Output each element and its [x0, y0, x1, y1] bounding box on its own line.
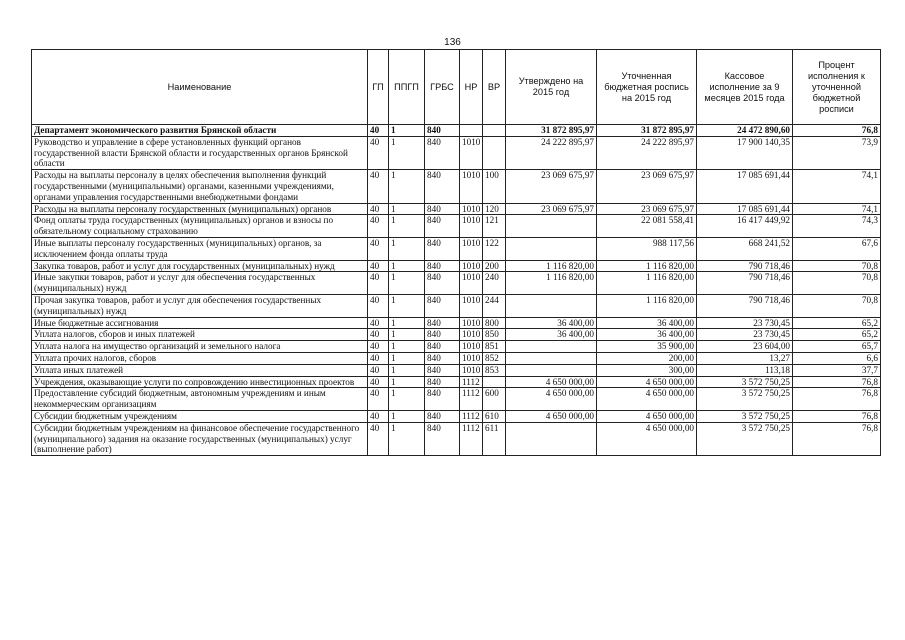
cell-cash: 23 730,45 [697, 329, 793, 341]
cell-revised: 988 117,56 [597, 237, 697, 260]
cell-cash: 3 572 750,25 [697, 388, 793, 411]
cell-ppgp: 1 [389, 376, 425, 388]
cell-cash: 16 417 449,92 [697, 215, 793, 238]
cell-cash: 17 085 691,44 [697, 203, 793, 215]
cell-revised: 300,00 [597, 364, 697, 376]
cell-name: Иные бюджетные ассигнования [32, 317, 368, 329]
cell-revised: 22 081 558,41 [597, 215, 697, 238]
cell-grbs: 840 [425, 410, 460, 422]
cell-ppgp: 1 [389, 317, 425, 329]
cell-vr: 853 [483, 364, 506, 376]
cell-approved [506, 352, 597, 364]
cell-gp: 40 [368, 364, 389, 376]
cell-ppgp: 1 [389, 294, 425, 317]
cell-approved: 36 400,00 [506, 317, 597, 329]
cell-np [460, 125, 483, 137]
cell-name: Прочая закупка товаров, работ и услуг для обеспечения государственных (муниципальных) нужд [32, 294, 368, 317]
cell-gp: 40 [368, 341, 389, 353]
cell-ppgp: 1 [389, 329, 425, 341]
cell-revised: 4 650 000,00 [597, 388, 697, 411]
cell-revised: 4 650 000,00 [597, 410, 697, 422]
header-gp: ГП [368, 50, 389, 125]
cell-ppgp: 1 [389, 364, 425, 376]
cell-gp: 40 [368, 352, 389, 364]
cell-vr [483, 376, 506, 388]
cell-approved: 31 872 895,97 [506, 125, 597, 137]
cell-vr [483, 136, 506, 169]
cell-approved: 4 650 000,00 [506, 388, 597, 411]
table-row [32, 294, 881, 317]
cell-name: Иные закупки товаров, работ и услуг для обеспечения государственных (муниципальных) нужд [32, 272, 368, 295]
cell-grbs: 840 [425, 136, 460, 169]
cell-gp: 40 [368, 170, 389, 203]
cell-revised: 4 650 000,00 [597, 422, 697, 455]
cell-cash: 13,27 [697, 352, 793, 364]
cell-revised: 24 222 895,97 [597, 136, 697, 169]
table-row [32, 376, 881, 388]
cell-name: Субсидии бюджетным учреждениям на финансовое обеспечение государственного (муниципального) задания на оказание государственных (муниципальных) услуг (выполнение работ) [32, 422, 368, 455]
cell-grbs: 840 [425, 388, 460, 411]
cell-percent: 37,7 [793, 364, 881, 376]
cell-gp: 40 [368, 125, 389, 137]
header-percent: Процент исполнения к уточненной бюджетной росписи [793, 50, 881, 125]
table-row [32, 125, 881, 137]
cell-cash: 790 718,46 [697, 272, 793, 295]
cell-approved: 23 069 675,97 [506, 203, 597, 215]
table-row [32, 237, 881, 260]
cell-cash: 17 085 691,44 [697, 170, 793, 203]
cell-percent: 67,6 [793, 237, 881, 260]
cell-grbs: 840 [425, 237, 460, 260]
cell-gp: 40 [368, 237, 389, 260]
cell-np: 1010 [460, 260, 483, 272]
cell-ppgp: 1 [389, 272, 425, 295]
cell-grbs: 840 [425, 364, 460, 376]
cell-revised: 35 900,00 [597, 341, 697, 353]
cell-approved: 1 116 820,00 [506, 272, 597, 295]
table-row [32, 364, 881, 376]
cell-revised: 200,00 [597, 352, 697, 364]
page-number: 136 [444, 37, 461, 48]
table-row [32, 341, 881, 353]
cell-approved [506, 237, 597, 260]
cell-np: 1010 [460, 272, 483, 295]
table-row [32, 272, 881, 295]
cell-grbs: 840 [425, 215, 460, 238]
cell-percent: 70,8 [793, 260, 881, 272]
cell-gp: 40 [368, 215, 389, 238]
cell-ppgp: 1 [389, 260, 425, 272]
cell-approved [506, 364, 597, 376]
cell-vr [483, 125, 506, 137]
cell-np: 1112 [460, 410, 483, 422]
cell-approved: 36 400,00 [506, 329, 597, 341]
header-revised: Уточненная бюджетная роспись на 2015 год [597, 50, 697, 125]
cell-percent: 70,8 [793, 272, 881, 295]
cell-gp: 40 [368, 203, 389, 215]
table-row [32, 136, 881, 169]
cell-percent: 65,7 [793, 341, 881, 353]
cell-vr: 200 [483, 260, 506, 272]
cell-np: 1112 [460, 422, 483, 455]
cell-grbs: 840 [425, 260, 460, 272]
cell-ppgp: 1 [389, 203, 425, 215]
cell-grbs: 840 [425, 329, 460, 341]
cell-name: Уплата иных платежей [32, 364, 368, 376]
cell-grbs: 840 [425, 422, 460, 455]
table-header-row [32, 50, 881, 125]
cell-ppgp: 1 [389, 237, 425, 260]
cell-vr: 800 [483, 317, 506, 329]
cell-cash: 3 572 750,25 [697, 410, 793, 422]
cell-vr: 852 [483, 352, 506, 364]
cell-np: 1010 [460, 352, 483, 364]
cell-gp: 40 [368, 260, 389, 272]
table-row [32, 317, 881, 329]
cell-grbs: 840 [425, 376, 460, 388]
cell-name: Предоставление субсидий бюджетным, автономным учреждениям и иным некоммерческим организациям [32, 388, 368, 411]
cell-cash: 790 718,46 [697, 294, 793, 317]
cell-ppgp: 1 [389, 422, 425, 455]
cell-name: Уплата налогов, сборов и иных платежей [32, 329, 368, 341]
cell-vr: 244 [483, 294, 506, 317]
cell-approved: 4 650 000,00 [506, 410, 597, 422]
cell-percent: 65,2 [793, 317, 881, 329]
table-row [32, 260, 881, 272]
cell-percent: 76,8 [793, 125, 881, 137]
cell-grbs: 840 [425, 170, 460, 203]
cell-percent: 74,1 [793, 203, 881, 215]
cell-name: Закупка товаров, работ и услуг для государственных (муниципальных) нужд [32, 260, 368, 272]
cell-cash: 17 900 140,35 [697, 136, 793, 169]
table-row [32, 410, 881, 422]
cell-approved: 23 069 675,97 [506, 170, 597, 203]
cell-percent: 6,6 [793, 352, 881, 364]
cell-percent: 76,8 [793, 422, 881, 455]
cell-grbs: 840 [425, 352, 460, 364]
cell-approved [506, 422, 597, 455]
cell-percent: 76,8 [793, 388, 881, 411]
cell-name: Расходы на выплаты персоналу государственных (муниципальных) органов [32, 203, 368, 215]
cell-approved [506, 294, 597, 317]
cell-ppgp: 1 [389, 215, 425, 238]
header-name: Наименование [32, 50, 368, 125]
cell-np: 1010 [460, 203, 483, 215]
cell-ppgp: 1 [389, 125, 425, 137]
cell-vr: 121 [483, 215, 506, 238]
cell-percent: 74,1 [793, 170, 881, 203]
cell-np: 1112 [460, 388, 483, 411]
cell-grbs: 840 [425, 294, 460, 317]
cell-vr: 122 [483, 237, 506, 260]
cell-np: 1112 [460, 376, 483, 388]
cell-gp: 40 [368, 388, 389, 411]
header-ppgp: ППГП [389, 50, 425, 125]
cell-revised: 1 116 820,00 [597, 260, 697, 272]
header-cash: Кассовое исполнение за 9 месяцев 2015 года [697, 50, 793, 125]
cell-revised: 1 116 820,00 [597, 294, 697, 317]
cell-ppgp: 1 [389, 341, 425, 353]
cell-ppgp: 1 [389, 170, 425, 203]
table-row [32, 352, 881, 364]
cell-vr: 851 [483, 341, 506, 353]
cell-grbs: 840 [425, 203, 460, 215]
cell-vr: 100 [483, 170, 506, 203]
cell-ppgp: 1 [389, 388, 425, 411]
cell-cash: 23 730,45 [697, 317, 793, 329]
cell-name: Иные выплаты персоналу государственных (муниципальных) органов, за исключением фонда оплаты труда [32, 237, 368, 260]
cell-percent: 65,2 [793, 329, 881, 341]
header-grbs: ГРБС [425, 50, 460, 125]
header-np: НР [460, 50, 483, 125]
cell-ppgp: 1 [389, 136, 425, 169]
cell-name: Субсидии бюджетным учреждениям [32, 410, 368, 422]
cell-cash: 24 472 890,60 [697, 125, 793, 137]
cell-ppgp: 1 [389, 352, 425, 364]
cell-np: 1010 [460, 215, 483, 238]
cell-gp: 40 [368, 329, 389, 341]
cell-vr: 120 [483, 203, 506, 215]
cell-gp: 40 [368, 422, 389, 455]
cell-cash: 668 241,52 [697, 237, 793, 260]
cell-grbs: 840 [425, 125, 460, 137]
table-row [32, 215, 881, 238]
cell-approved: 24 222 895,97 [506, 136, 597, 169]
cell-vr: 600 [483, 388, 506, 411]
cell-np: 1010 [460, 136, 483, 169]
cell-revised: 36 400,00 [597, 329, 697, 341]
cell-percent: 73,9 [793, 136, 881, 169]
cell-gp: 40 [368, 294, 389, 317]
cell-grbs: 840 [425, 341, 460, 353]
cell-gp: 40 [368, 136, 389, 169]
cell-revised: 31 872 895,97 [597, 125, 697, 137]
cell-approved [506, 341, 597, 353]
cell-vr: 610 [483, 410, 506, 422]
cell-name: Учреждения, оказывающие услуги по сопровождению инвестиционных проектов [32, 376, 368, 388]
cell-grbs: 840 [425, 272, 460, 295]
header-approved: Утверждено на 2015 год [506, 50, 597, 125]
cell-name: Расходы на выплаты персоналу в целях обеспечения выполнения функций государственными (муниципальными) органами, казенными учреждениями, органами управления государственными внебюджетными фондами [32, 170, 368, 203]
cell-np: 1010 [460, 329, 483, 341]
cell-percent: 76,8 [793, 376, 881, 388]
cell-gp: 40 [368, 410, 389, 422]
cell-name: Департамент экономического развития Брянской области [32, 125, 368, 137]
cell-revised: 23 069 675,97 [597, 203, 697, 215]
cell-gp: 40 [368, 272, 389, 295]
table-row [32, 203, 881, 215]
cell-cash: 23 604,00 [697, 341, 793, 353]
cell-revised: 36 400,00 [597, 317, 697, 329]
cell-grbs: 840 [425, 317, 460, 329]
cell-name: Уплата прочих налогов, сборов [32, 352, 368, 364]
header-vr: ВР [483, 50, 506, 125]
cell-np: 1010 [460, 341, 483, 353]
cell-revised: 1 116 820,00 [597, 272, 697, 295]
cell-vr: 850 [483, 329, 506, 341]
cell-np: 1010 [460, 170, 483, 203]
table-row [32, 329, 881, 341]
cell-approved: 1 116 820,00 [506, 260, 597, 272]
cell-ppgp: 1 [389, 410, 425, 422]
cell-vr: 611 [483, 422, 506, 455]
cell-cash: 113,18 [697, 364, 793, 376]
cell-cash: 3 572 750,25 [697, 376, 793, 388]
cell-revised: 23 069 675,97 [597, 170, 697, 203]
cell-vr: 240 [483, 272, 506, 295]
cell-name: Уплата налога на имущество организаций и земельного налога [32, 341, 368, 353]
cell-approved [506, 215, 597, 238]
cell-percent: 70,8 [793, 294, 881, 317]
cell-approved: 4 650 000,00 [506, 376, 597, 388]
cell-percent: 76,8 [793, 410, 881, 422]
cell-np: 1010 [460, 364, 483, 376]
table-row [32, 170, 881, 203]
cell-np: 1010 [460, 294, 483, 317]
cell-gp: 40 [368, 317, 389, 329]
cell-gp: 40 [368, 376, 389, 388]
table-row [32, 388, 881, 411]
cell-cash: 790 718,46 [697, 260, 793, 272]
cell-name: Фонд оплаты труда государственных (муниципальных) органов и взносы по обязательному социальному страхованию [32, 215, 368, 238]
table-row [32, 422, 881, 455]
budget-table [31, 49, 881, 456]
cell-name: Руководство и управление в сфере установленных функций органов государственной власти Брянской области и государственных органов Брянской области [32, 136, 368, 169]
cell-cash: 3 572 750,25 [697, 422, 793, 455]
cell-np: 1010 [460, 237, 483, 260]
cell-percent: 74,3 [793, 215, 881, 238]
cell-revised: 4 650 000,00 [597, 376, 697, 388]
cell-np: 1010 [460, 317, 483, 329]
